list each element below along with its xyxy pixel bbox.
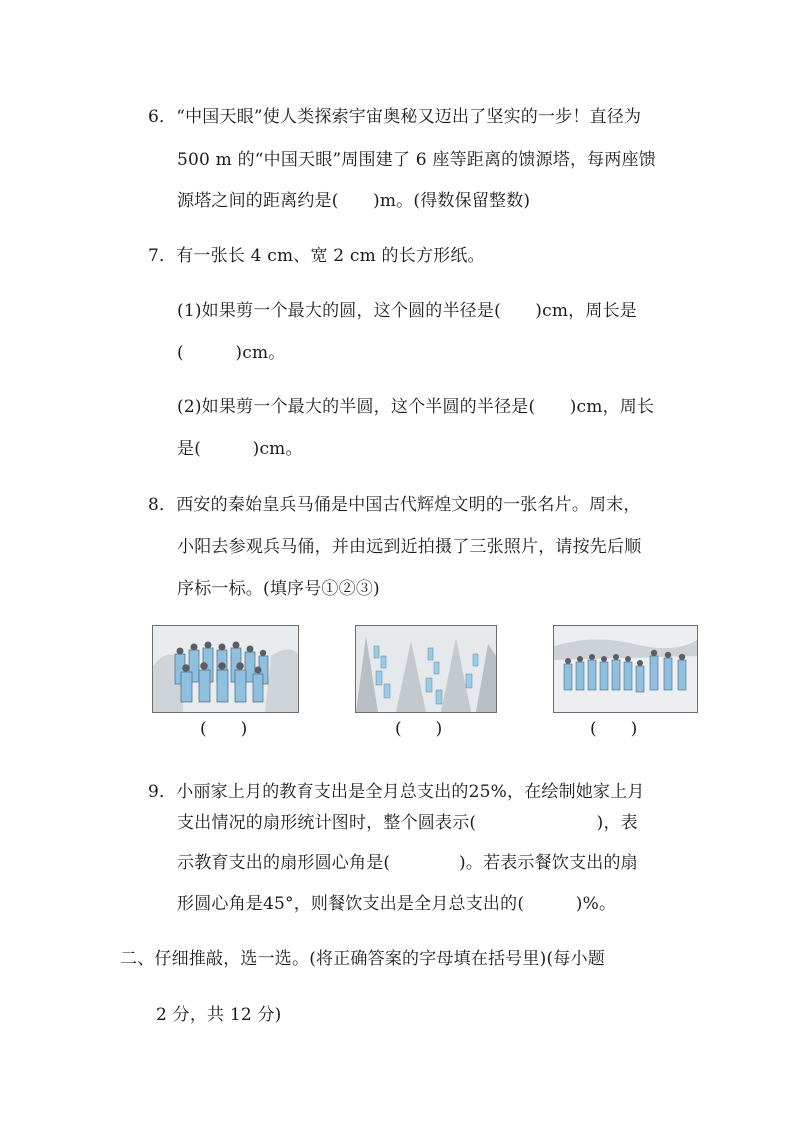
- q7-line-1: 7．有一张长 4 cm、宽 2 cm 的长方形纸。: [148, 246, 485, 266]
- q6-line-3: 源塔之间的距离约是( )m。(得数保留整数): [177, 191, 531, 211]
- q9-line-4: 形圆心角是45°，则餐饮支出是全月总支出的( )%。: [177, 894, 617, 914]
- q8-line-3: 序标一标。(填序号①②③): [177, 579, 380, 599]
- q8-photo-1: [152, 625, 299, 713]
- q8-line-1: 8．西安的秦始皇兵马俑是中国古代辉煌文明的一张名片。周末，: [148, 495, 641, 515]
- q7-sub2-line-2: 是( )cm。: [177, 439, 303, 459]
- section2-heading-line-1: 二、仔细推敲，选一选。(将正确答案的字母填在括号里)(每小题: [120, 949, 605, 969]
- q7-sub1-line-2: ( )cm。: [177, 343, 286, 363]
- q7-sub1-line-1: (1)如果剪一个最大的圆，这个圆的半径是( )cm，周长是: [177, 301, 637, 321]
- q6-line-2: 500 m 的“中国天眼”周围建了 6 座等距离的馈源塔，每两座馈: [177, 150, 656, 170]
- q8-blank-1[interactable]: ( ): [200, 719, 248, 739]
- q8-photos: [0, 625, 794, 715]
- q9-line-3: 示教育支出的扇形圆心角是( )。若表示餐饮支出的扇: [177, 853, 638, 873]
- q6-line-1: 6．“中国天眼”使人类探索宇宙奥秘又迈出了坚实的一步！直径为: [148, 107, 642, 127]
- q8-blank-2[interactable]: ( ): [395, 719, 443, 739]
- q8-blank-3[interactable]: ( ): [590, 719, 638, 739]
- section2-heading-line-2: 2 分，共 12 分): [156, 1005, 282, 1025]
- q8-line-2: 小阳去参观兵马俑，并由远到近拍摄了三张照片，请按先后顺: [177, 537, 642, 557]
- q7-sub2-line-1: (2)如果剪一个最大的半圆，这个半圆的半径是( )cm，周长: [177, 397, 655, 417]
- q9-line-1: 9．小丽家上月的教育支出是全月总支出的25%，在绘制她家上月: [148, 782, 645, 802]
- q9-line-2: 支出情况的扇形统计图时，整个圆表示( )，表: [177, 813, 638, 833]
- q8-photo-2: [355, 625, 497, 713]
- q8-photo-3: [553, 625, 698, 713]
